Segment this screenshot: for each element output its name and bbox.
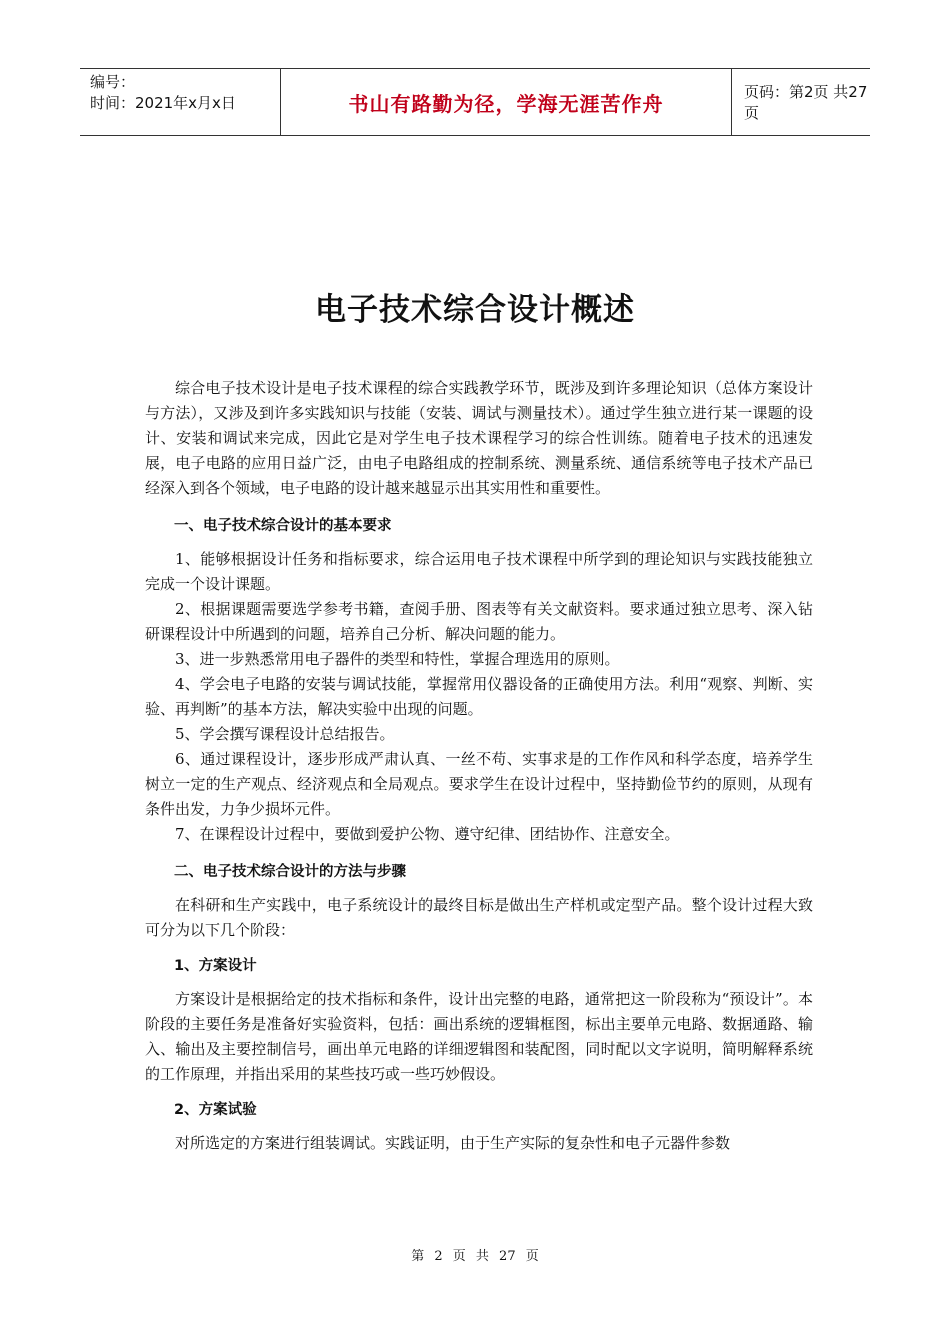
- methods-intro-paragraph: 在科研和生产实践中，电子系统设计的最终目标是做出生产样机或定型产品。整个设计过程大致可分为以下几个阶段：: [145, 896, 813, 939]
- scheme-test-paragraph: 对所选定的方案进行组装调试。实践证明，由于生产实际的复杂性和电子元器件参数: [175, 1134, 731, 1152]
- document-body: [145, 376, 813, 1156]
- subsection-heading-scheme-design: 1、方案设计: [174, 958, 257, 974]
- subsection-heading-scheme-test: 2、方案试验: [174, 1102, 257, 1118]
- header-motto-cell: [280, 69, 732, 135]
- header-motto: 书山有路勤为径，学海无涯苦作舟: [348, 91, 664, 116]
- requirement-item: 7、在课程设计过程中，要做到爱护公物、遵守纪律、团结协作、注意安全。: [175, 825, 680, 843]
- document-header: [80, 68, 870, 136]
- requirement-item: 6、通过课程设计，逐步形成严肃认真、一丝不苟、实事求是的工作作风和科学态度，培养学生树立一定的生产观点、经济观点和全局观点。要求学生在设计过程中，坚持勤俭节约的原则，从现有条件出发，力争少损坏元件。: [145, 750, 813, 818]
- scheme-design-paragraph: 方案设计是根据给定的技术指标和条件，设计出完整的电路，通常把这一阶段称为“预设计”。本阶段的主要任务是准备好实验资料，包括：画出系统的逻辑框图，标出主要单元电路、数据通路、输入、输出及主要控制信号，画出单元电路的详细逻辑图和装配图，同时配以文字说明，简明解释系统的工作原理，并指出采用的某些技巧或一些巧妙假设。: [145, 990, 813, 1083]
- document-title: 电子技术综合设计概述: [315, 292, 635, 328]
- section-heading-methods: 二、电子技术综合设计的方法与步骤: [174, 864, 406, 880]
- page-footer: 第 2 页 共 27 页: [411, 1249, 539, 1264]
- header-meta: [80, 69, 280, 135]
- intro-paragraph: 综合电子技术设计是电子技术课程的综合实践教学环节，既涉及到许多理论知识（总体方案设计与方法），又涉及到许多实践知识与技能（安装、调试与测量技术）。通过学生独立进行某一课题的设计、安装和调试来完成，因此它是对学生电子技术课程学习的综合性训练。随着电子技术的迅速发展，电子电路的应用日益广泛，由电子电路组成的控制系统、测量系统、通信系统等电子技术产品已经深入到各个领域，电子电路的设计越来越显示出其实用性和重要性。: [145, 379, 813, 497]
- requirement-item: 2、根据课题需要选学参考书籍，查阅手册、图表等有关文献资料。要求通过独立思考、深入钻研课程设计中所遇到的问题，培养自己分析、解决问题的能力。: [145, 600, 813, 643]
- requirement-item: 4、学会电子电路的安装与调试技能，掌握常用仪器设备的正确使用方法。利用“观察、判断、实验、再判断”的基本方法，解决实验中出现的问题。: [145, 675, 813, 718]
- requirement-item: 5、学会撰写课程设计总结报告。: [175, 725, 395, 743]
- requirement-item: 1、能够根据设计任务和指标要求，综合运用电子技术课程中所学到的理论知识与实践技能独立完成一个设计课题。: [145, 550, 813, 593]
- document-date: 时间：2021年x月x日: [90, 94, 236, 112]
- section-heading-requirements: 一、电子技术综合设计的基本要求: [174, 518, 392, 534]
- header-page-info: 页码：第2页 共27页: [744, 83, 868, 122]
- document-number-label: 编号：: [90, 73, 136, 91]
- requirement-item: 3、进一步熟悉常用电子器件的类型和特性，掌握合理选用的原则。: [175, 650, 620, 668]
